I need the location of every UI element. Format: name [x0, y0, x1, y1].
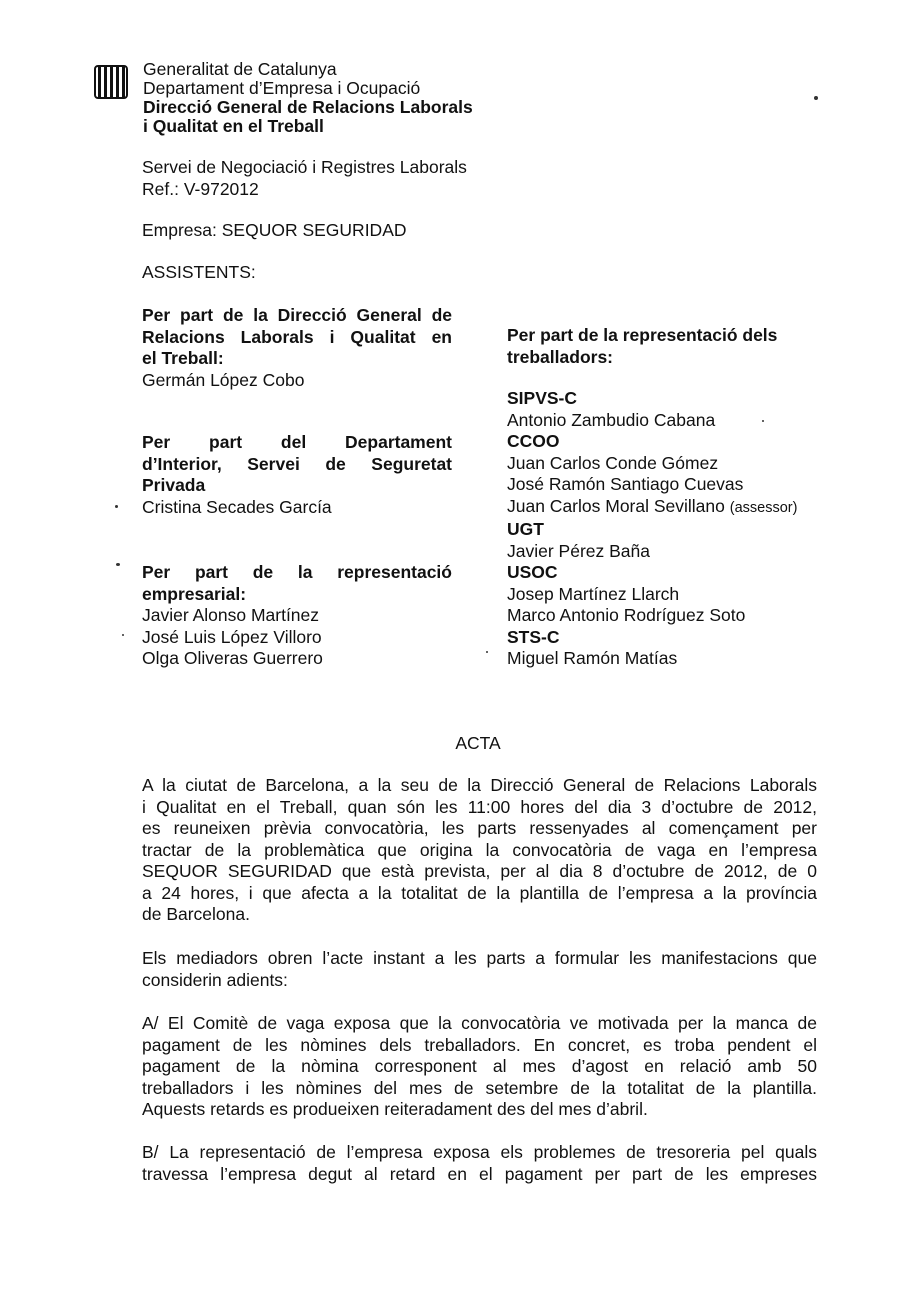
paragraph-a	[142, 1013, 817, 1121]
union-name: UGT	[507, 519, 544, 539]
paragraph-line: B/ La representació de l’empresa exposa els problemes de tresoreria pel quals	[142, 1142, 817, 1162]
attendee-group-interior	[142, 432, 452, 518]
scan-speck	[116, 563, 120, 566]
group-heading-line: Per part de la Direcció General de	[142, 305, 452, 325]
service-name: Servei de Negociació i Registres Laborals	[142, 157, 467, 177]
service-info	[142, 157, 467, 200]
letterhead-line-1: Generalitat de Catalunya	[143, 59, 337, 79]
scan-speck	[122, 634, 124, 636]
paragraph-line: Aquests retards es produeixen reiteradament des del mes d’abril.	[142, 1099, 648, 1119]
union-member: Juan Carlos Moral Sevillano	[507, 495, 725, 516]
attendee-group-dgrl	[142, 305, 452, 391]
paragraph-line: es reuneixen prèvia convocatòria, les parts ressenyades al començament per	[142, 818, 817, 838]
union-member: Javier Pérez Baña	[507, 540, 650, 561]
attendee-name: Germán López Cobo	[142, 369, 305, 390]
attendees-heading: ASSISTENTS:	[142, 262, 256, 282]
union-name: SIPVS-C	[507, 388, 578, 408]
paragraph-line: travessa l’empresa degut al retard en el pagament per part de les empreses	[142, 1163, 817, 1184]
group-heading-line: Privada	[142, 475, 206, 495]
acta-title: ACTA	[455, 733, 501, 753]
paragraph-line: considerin adients:	[142, 969, 288, 990]
scan-speck	[762, 420, 764, 422]
union-member: Juan Carlos Conde Gómez	[507, 452, 719, 473]
attendee-name: Javier Alonso Martínez	[142, 605, 320, 625]
paragraph-line: de Barcelona.	[142, 904, 250, 924]
scan-speck	[814, 96, 818, 100]
paragraph-line: treballadors i les nòmines del mes de setembre de la totalitat de la plantilla.	[142, 1077, 817, 1098]
paragraph-line: A/ El Comitè de vaga exposa que la convocatòria ve motivada per la manca de	[142, 1013, 817, 1033]
union-member-row	[507, 496, 847, 520]
group-heading-line: Per part de la representació	[142, 562, 452, 582]
generalitat-logo-icon	[94, 64, 128, 100]
paragraph-mediators	[142, 948, 817, 991]
union-member: Marco Antonio Rodríguez Soto	[507, 605, 746, 625]
attendee-group-business	[142, 562, 452, 670]
workers-representation	[507, 325, 847, 368]
letterhead-line-2: Departament d’Empresa i Ocupació	[143, 78, 421, 98]
attendee-name: José Luis López Villoro	[142, 626, 322, 647]
letterhead	[143, 60, 473, 136]
union-member: Miguel Ramón Matías	[507, 648, 678, 668]
attendee-name: Olga Oliveras Guerrero	[142, 648, 323, 668]
scan-speck	[486, 651, 488, 653]
paragraph-line: pagament de les nòmines dels treballadors. En concret, es troba pendent el	[142, 1034, 817, 1055]
group-heading-line: Per part del Departament	[142, 432, 452, 452]
group-heading-line: el Treball:	[142, 348, 224, 368]
union-member: Josep Martínez Llarch	[507, 583, 680, 604]
workers-heading-line: treballadors:	[507, 346, 613, 367]
workers-heading-line: Per part de la representació dels	[507, 325, 778, 345]
union-name: CCOO	[507, 431, 560, 451]
paragraph-line: i Qualitat en el Treball, quan són les 11:00 hores del dia 3 d’octubre de 2012,	[142, 796, 817, 817]
paragraph-line: a 24 hores, i que afecta a la totalitat de la plantilla de l’empresa a la província	[142, 882, 817, 903]
group-heading-line: Relacions Laborals i Qualitat en	[142, 326, 452, 347]
member-note: (assessor)	[729, 499, 798, 516]
group-heading-line: d’Interior, Servei de Seguretat	[142, 453, 452, 474]
paragraph-line: Els mediadors obren l’acte instant a les parts a formular les manifestacions que	[142, 948, 817, 968]
letterhead-line-3: Direcció General de Relacions Laborals	[143, 97, 473, 117]
paragraph-line: A la ciutat de Barcelona, a la seu de la Direcció General de Relacions Laborals	[142, 775, 817, 795]
reference: Ref.: V-972012	[142, 178, 259, 199]
union-member: José Ramón Santiago Cuevas	[507, 474, 744, 494]
paragraph-line: tractar de la problemàtica que origina la convocatòria de vaga en l’empresa	[142, 839, 817, 860]
union-name: STS-C	[507, 626, 560, 647]
union-list	[507, 388, 847, 670]
attendee-name: Cristina Secades García	[142, 496, 332, 517]
union-name: USOC	[507, 562, 558, 582]
union-member: Antonio Zambudio Cabana	[507, 409, 716, 430]
paragraph-line: pagament de la nòmina corresponent al mes d’agost en relació amb 50	[142, 1056, 817, 1076]
paragraph-b	[142, 1142, 817, 1185]
company-line: Empresa: SEQUOR SEGURIDAD	[142, 220, 407, 240]
group-heading-line: empresarial:	[142, 583, 247, 604]
paragraph-line: SEQUOR SEGURIDAD que està prevista, per al dia 8 d’octubre de 2012, de 0	[142, 861, 817, 881]
letterhead-line-4: i Qualitat en el Treball	[143, 116, 324, 136]
scan-speck	[115, 505, 118, 508]
paragraph-intro	[142, 775, 817, 926]
